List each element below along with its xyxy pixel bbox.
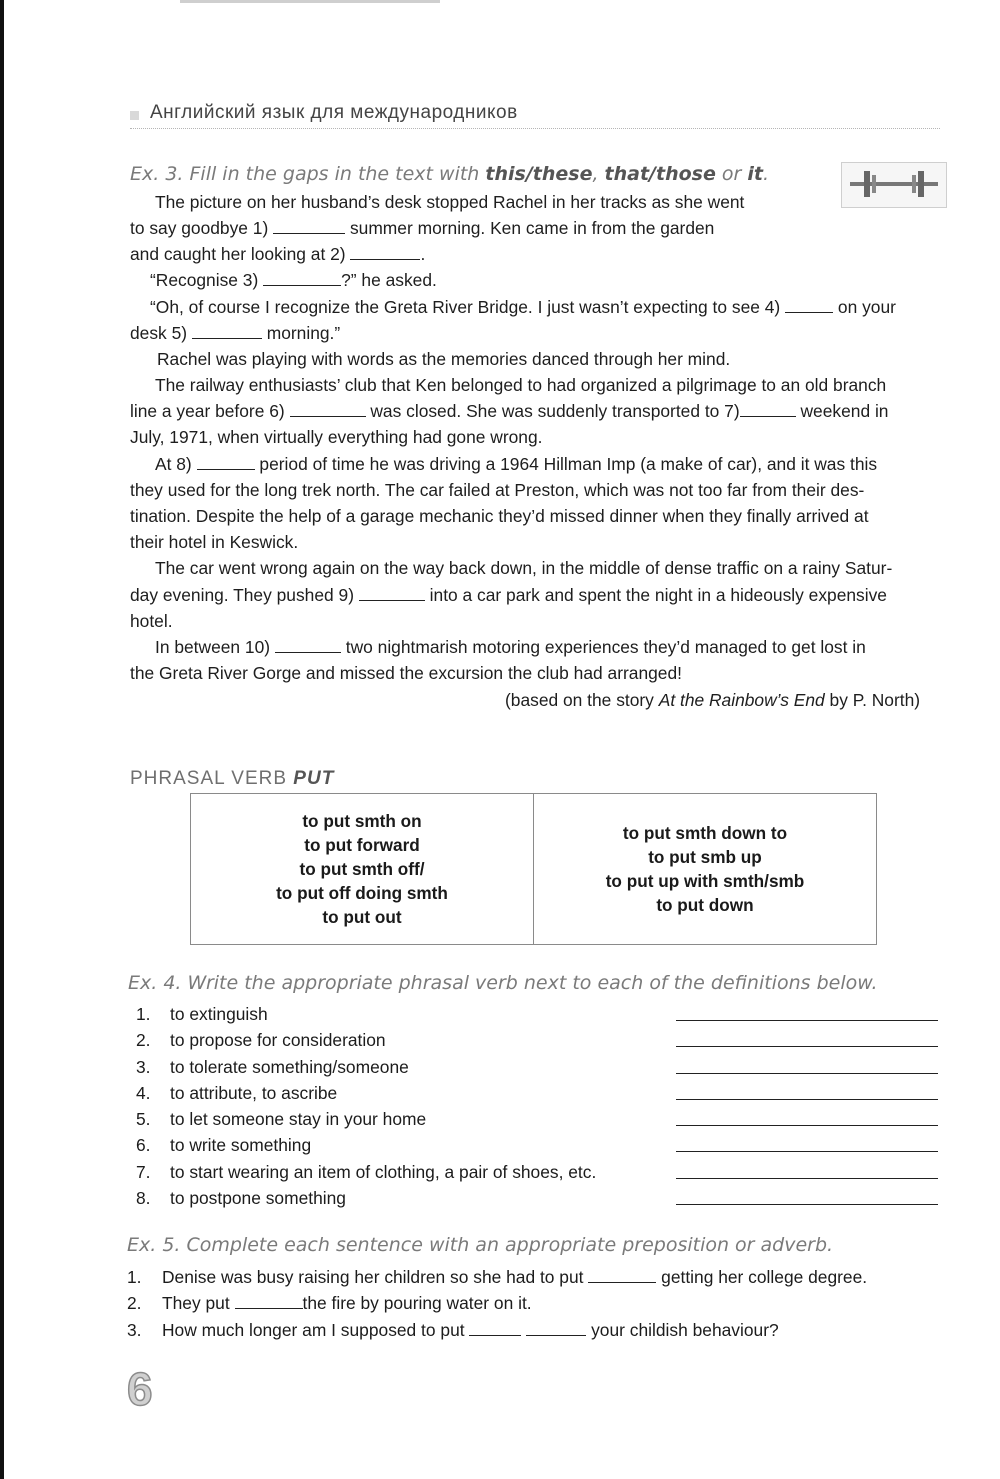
ex3-title-text: , [592, 163, 605, 185]
answer-line[interactable] [676, 1125, 938, 1126]
sentence-part: your childish behaviour? [591, 1319, 779, 1340]
ex5-title: Ex. 5. Complete each sentence with an appropriate preposition or adverb. [127, 1234, 834, 1256]
phrasal-verb-right-column [533, 794, 876, 944]
definition-item [136, 1133, 941, 1159]
ex3-title-bold: that/those [604, 163, 716, 185]
item-number: 8. [136, 1188, 151, 1209]
ex3-text: period of time he was driving a 1964 Hillman Imp (a make of car), and it was this [259, 454, 878, 474]
ex3-text: At 8) [155, 454, 192, 474]
citation-text: (based on the story [505, 690, 659, 710]
sentence-part: getting her college degree. [661, 1267, 868, 1287]
ex3-text: day evening. They pushed 9) [130, 585, 354, 605]
ex3-text: morning.” [266, 323, 341, 343]
ex3-text: line a year before 6) [130, 401, 285, 421]
blank[interactable] [235, 1294, 303, 1309]
blank-8[interactable] [197, 455, 255, 470]
definition-item [136, 1107, 941, 1133]
sentence-part: the fire by pouring water on it. [302, 1293, 532, 1314]
definition-item [136, 1160, 941, 1186]
ex3-text: desk 5) [130, 323, 188, 343]
definition-text: to postpone something [170, 1188, 346, 1209]
blank[interactable] [469, 1321, 521, 1336]
item-number: 5. [136, 1109, 151, 1130]
ex3-line [150, 294, 896, 320]
definition-text: to tolerate something/someone [170, 1056, 409, 1077]
ex3-text: “Oh, of course I recognize the Greta River Bridge. I just wasn’t expecting to see 4) [150, 297, 781, 317]
running-head-text: Английский язык для международников [150, 102, 518, 123]
blank-2[interactable] [350, 245, 420, 260]
item-number: 2. [136, 1030, 151, 1051]
ex4-title: Ex. 4. Write the appropriate phrasal verb next to each of the definitions below. [128, 972, 878, 994]
top-divider [180, 0, 440, 3]
definition-text: to write something [170, 1135, 312, 1156]
sentence-part: Denise was busy raising her children so she had to put [162, 1267, 584, 1287]
blank-1[interactable] [273, 219, 345, 234]
item-number: 6. [136, 1135, 151, 1156]
ex3-line: Rachel was playing with words as the memories danced through her mind. [157, 349, 731, 369]
definition-text: to extinguish [170, 1004, 268, 1024]
ex3-line: tination. Despite the help of a garage mechanic they’d missed dinner when they finally arrived at [130, 506, 869, 526]
ex3-title-text: or [715, 163, 748, 185]
ex3-line [155, 634, 866, 660]
ex3-line: hotel. [130, 611, 173, 631]
phrasal-verb-title [130, 768, 334, 790]
blank-4[interactable] [785, 298, 833, 313]
definition-item [136, 1081, 941, 1107]
definition-text: to start wearing an item of clothing, a pair of shoes, etc. [170, 1161, 597, 1182]
ex3-text: In between 10) [155, 637, 271, 657]
ex3-line: The car went wrong again on the way back down, in the middle of dense traffic on a rainy Satur- [155, 558, 893, 578]
ex3-line [130, 241, 425, 267]
ex3-title-text: Ex. 3. Fill in the gaps in the text with [130, 163, 486, 185]
ex3-text: and caught her looking at 2) [130, 244, 346, 264]
answer-line[interactable] [676, 1178, 938, 1179]
phrasal-verb-item: to put smth on [302, 811, 422, 831]
citation-text: by P. North) [824, 690, 921, 710]
blank-7[interactable] [740, 402, 796, 417]
answer-line[interactable] [676, 1151, 938, 1152]
ex3-line [130, 215, 714, 241]
ex3-line [155, 451, 877, 477]
item-number: 1. [136, 1004, 151, 1024]
phrasal-verb-item: to put out [322, 907, 402, 927]
item-number: 2. [127, 1293, 142, 1314]
sentence-text [162, 1267, 867, 1288]
ex3-text: summer morning. Ken came in from the garden [349, 218, 715, 238]
ex3-text: weekend in [800, 401, 889, 421]
ex3-text: two nightmarish motoring experiences they’d managed to get lost in [345, 637, 866, 657]
source-citation [505, 687, 920, 713]
phrasal-verb-item: to put up with smth/smb [605, 871, 805, 891]
definition-list [136, 1002, 941, 1212]
dumbbell-icon [841, 162, 947, 208]
ex3-line: the Greta River Gorge and missed the excursion the club had arranged! [130, 663, 682, 683]
phrasal-verb-item: to put off doing smth [276, 883, 448, 903]
ex3-text: into a car park and spent the night in a hideously expensive [429, 585, 887, 605]
phrasal-verb-table [190, 793, 877, 945]
sentence-text [162, 1293, 532, 1314]
item-number: 3. [136, 1056, 151, 1077]
blank-6[interactable] [290, 402, 366, 417]
blank-10[interactable] [275, 638, 341, 653]
ex3-line [150, 267, 437, 293]
definition-text: to attribute, to ascribe [170, 1082, 338, 1103]
definition-item [136, 1055, 941, 1081]
item-number: 1. [127, 1267, 142, 1287]
ex3-text: ?” he asked. [341, 270, 437, 290]
header-bullet [130, 111, 139, 120]
phrasal-verb-item: to put smb up [648, 847, 762, 867]
ex3-title-text: . [762, 163, 770, 185]
answer-line[interactable] [676, 1204, 938, 1205]
ex3-title-bold: it [747, 163, 763, 185]
ex3-line: their hotel in Keswick. [130, 532, 299, 552]
answer-line[interactable] [676, 1073, 938, 1074]
running-head [130, 102, 940, 129]
answer-line[interactable] [676, 1099, 938, 1100]
phrasal-verb-item: to put smth down to [622, 823, 788, 843]
blank-9[interactable] [359, 586, 425, 601]
blank[interactable] [588, 1268, 656, 1283]
phrasal-title-text: PHRASAL VERB [130, 768, 294, 789]
page-number: 6 [127, 1363, 153, 1415]
definition-item [136, 1186, 941, 1212]
definition-item [136, 1002, 941, 1028]
ex3-title [130, 163, 769, 185]
item-number: 3. [127, 1319, 142, 1340]
ex3-text: “Recognise 3) [150, 270, 259, 290]
ex3-text: to say goodbye 1) [130, 218, 269, 238]
definition-text: to let someone stay in your home [170, 1109, 427, 1130]
page-edge [0, 0, 4, 1479]
ex3-text: on your [837, 297, 896, 317]
phrasal-title-verb: PUT [293, 768, 335, 789]
sentence-text [162, 1320, 779, 1341]
ex3-text: . [420, 244, 426, 264]
sentence-part: They put [162, 1293, 230, 1314]
definition-item [136, 1028, 941, 1054]
item-number: 7. [136, 1161, 151, 1182]
ex3-line: The railway enthusiasts’ club that Ken belonged to had organized a pilgrimage to an old branch [155, 375, 887, 395]
definition-text: to propose for consideration [170, 1030, 386, 1051]
ex3-line: they used for the long trek north. The car failed at Preston, which was not too far from their des- [130, 480, 865, 500]
phrasal-verb-left-column [191, 794, 533, 944]
ex3-text: was closed. She was suddenly transported to 7) [370, 401, 740, 421]
blank-3[interactable] [263, 271, 341, 286]
ex3-line [130, 398, 888, 424]
ex3-line: July, 1971, when virtually everything had gone wrong. [130, 427, 543, 447]
citation-book-title: At the Rainbow’s End [658, 690, 825, 710]
ex3-line [130, 320, 340, 346]
phrasal-verb-item: to put smth off/ [299, 859, 425, 879]
ex3-line: The picture on her husband’s desk stopped Rachel in her tracks as she went [155, 192, 745, 212]
sentence-part: How much longer am I supposed to put [162, 1319, 465, 1340]
item-number: 4. [136, 1082, 151, 1103]
blank[interactable] [526, 1321, 586, 1336]
ex3-line [130, 582, 887, 608]
phrasal-verb-item: to put forward [304, 835, 420, 855]
blank-5[interactable] [192, 324, 262, 339]
answer-line[interactable] [676, 1046, 938, 1047]
answer-line[interactable] [676, 1020, 938, 1021]
phrasal-verb-item: to put down [656, 895, 754, 915]
ex3-title-bold: this/these [485, 163, 593, 185]
